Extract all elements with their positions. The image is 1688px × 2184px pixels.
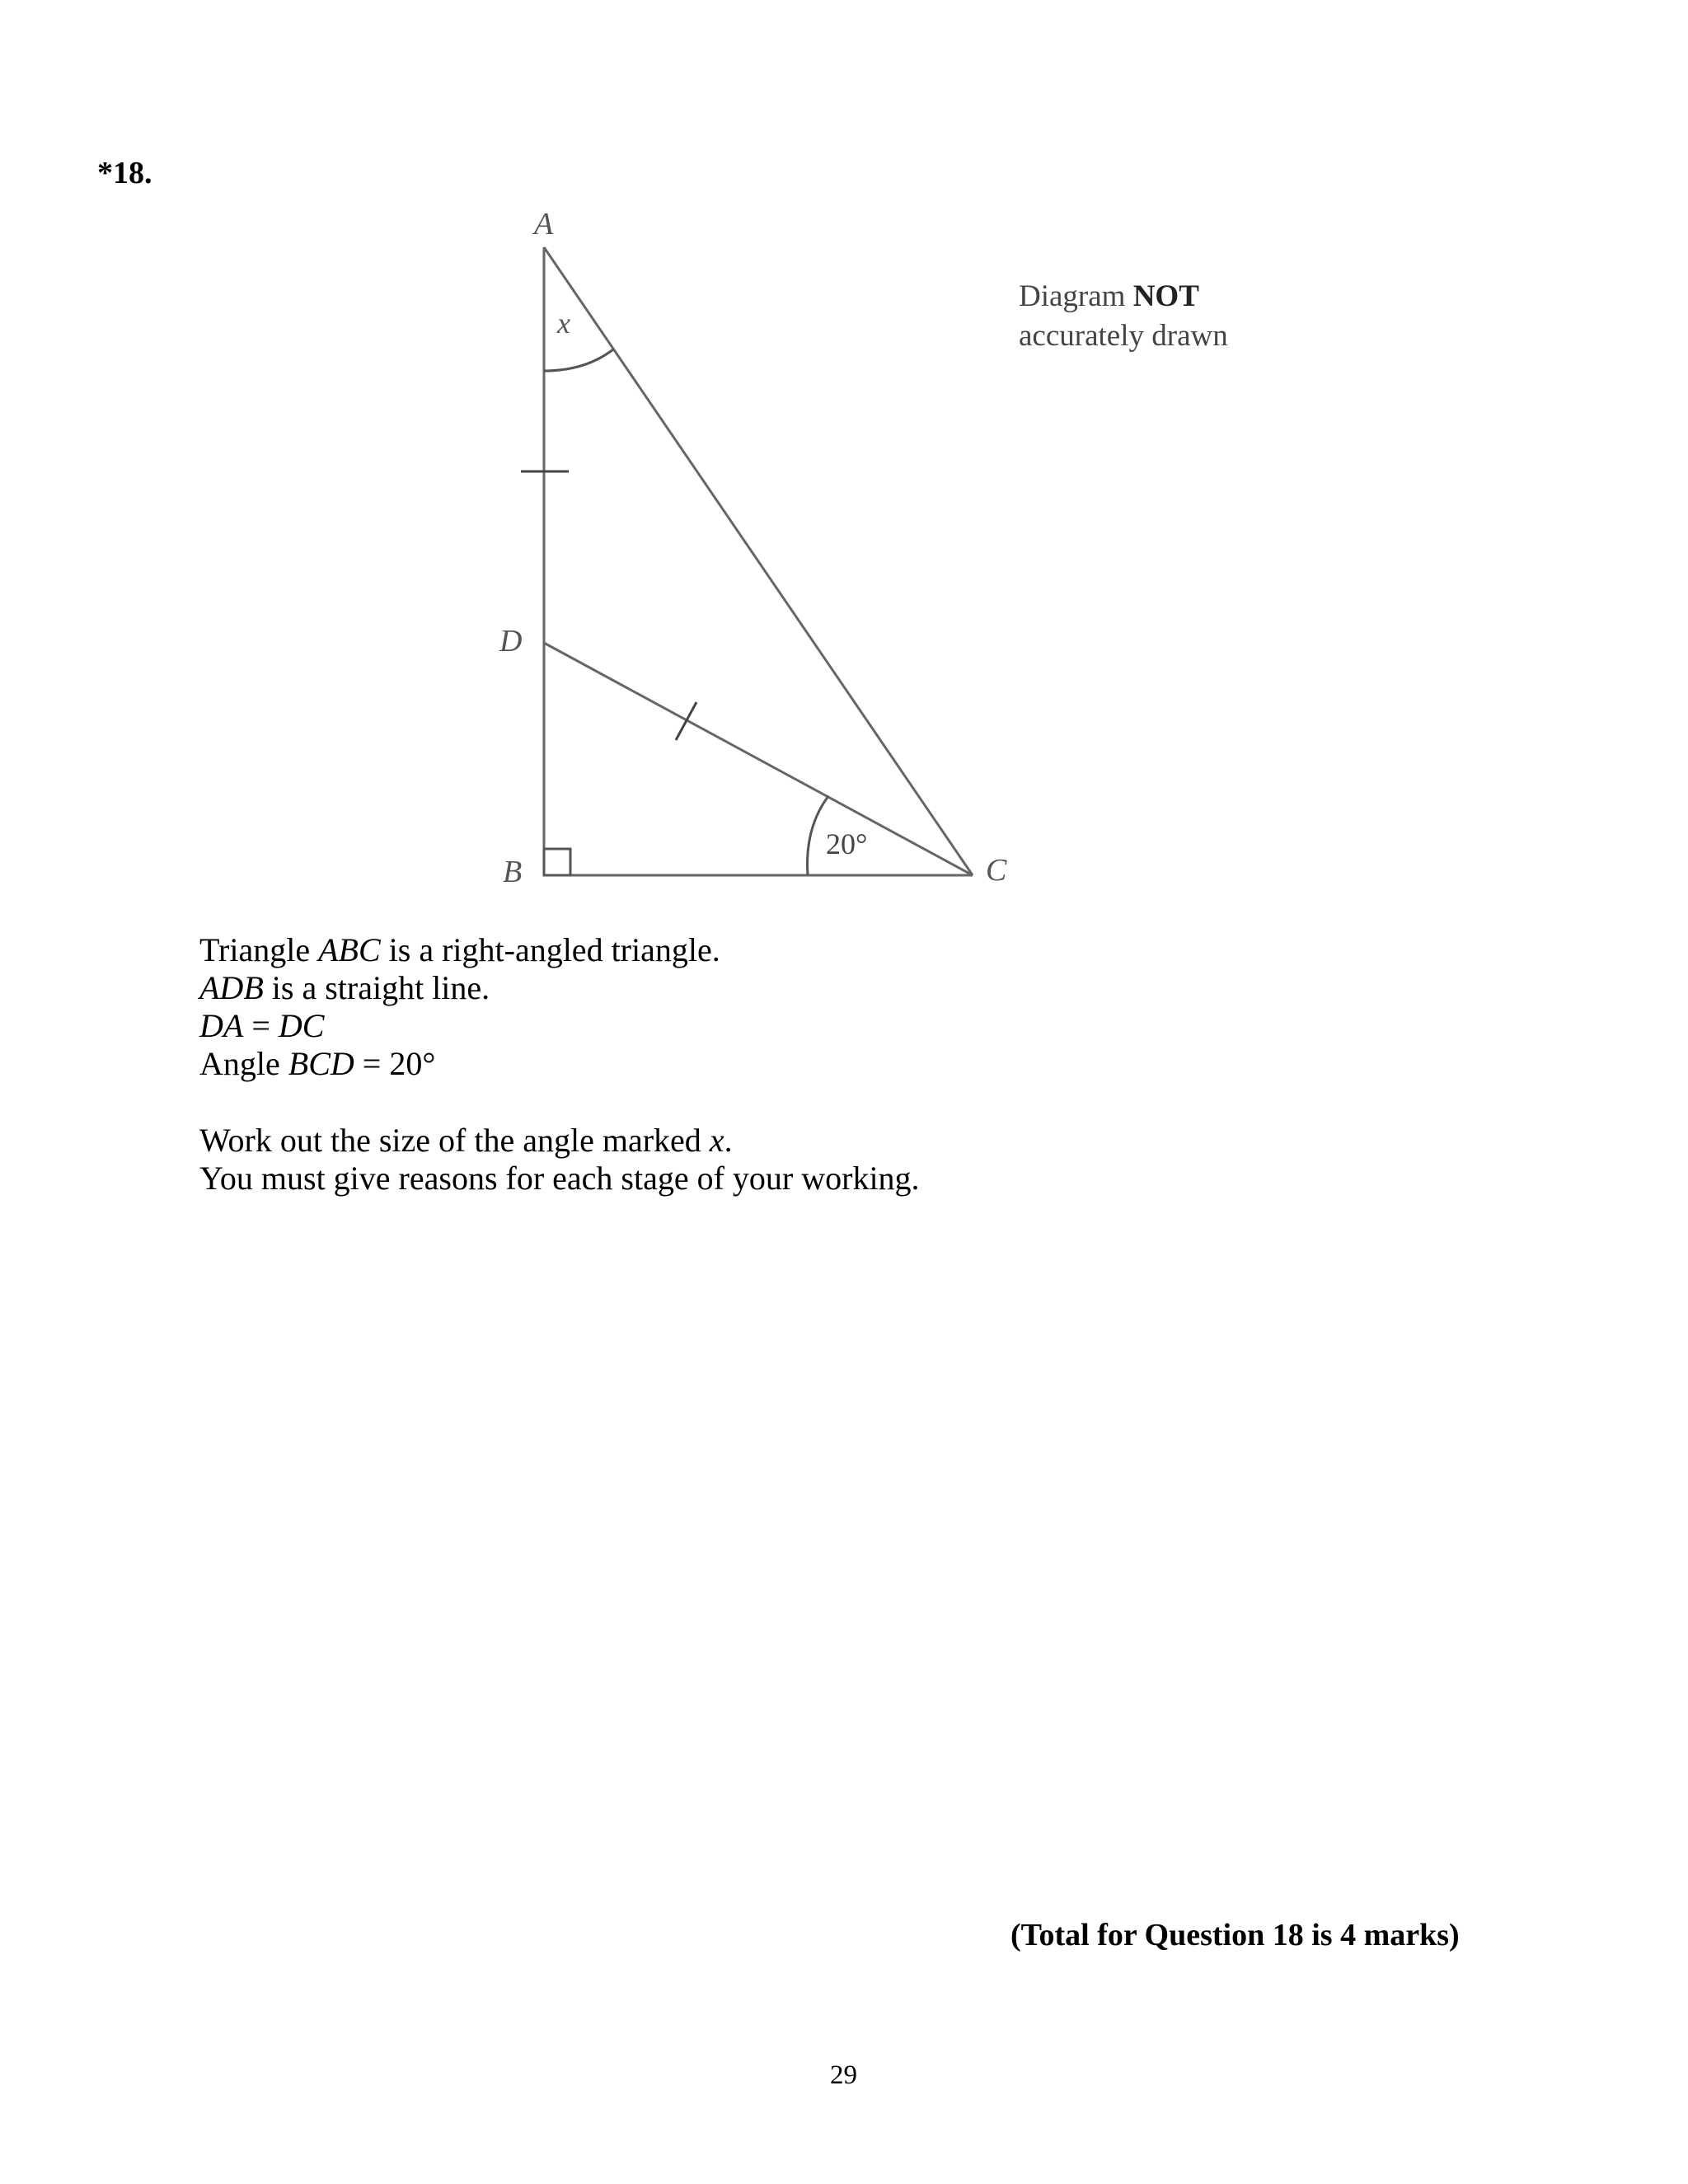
vertex-label-b: B [503,855,523,889]
statement-text: Angle [199,1045,288,1082]
instruction-var: x [709,1122,724,1159]
note-prefix: Diagram [1019,279,1133,313]
angle-bcd-label: 20° [826,827,868,860]
diagram-note-line1 [1019,277,1228,316]
statement-text: = 20° [354,1045,436,1082]
given-statements [199,931,720,1083]
diagram-note-line2: accurately drawn [1019,319,1228,353]
statement-italic: BCD [288,1045,354,1082]
instruction-1 [199,1122,920,1160]
diagram-note [1019,277,1228,356]
segment-dc [544,643,973,875]
statement-text: Triangle [199,931,319,968]
statement-text: is a right-angled triangle. [380,931,720,968]
statement-1 [199,931,720,969]
triangle-diagram [0,0,1688,907]
side-ac [544,247,973,875]
vertex-label-a: A [534,207,554,241]
statement-italic: ADB [199,969,264,1006]
statement-3 [199,1007,720,1045]
note-bold: NOT [1132,279,1199,313]
statement-4 [199,1045,720,1083]
statement-text: is a straight line. [263,969,490,1006]
instructions [199,1122,920,1197]
question-total: (Total for Question 18 is 4 marks) [1010,1918,1460,1952]
statement-italic: ABC [318,931,381,968]
statement-text: = [243,1007,279,1044]
instruction-2: You must give reasons for each stage of your working. [199,1160,920,1197]
page-number: 29 [830,2060,857,2090]
question-number: *18. [97,156,152,190]
vertex-label-d: D [499,624,523,658]
vertex-label-c: C [986,853,1007,888]
instruction-text: Work out the size of the angle marked [199,1122,710,1159]
instruction-text: . [724,1122,733,1159]
angle-arc-x [544,349,613,371]
angle-x-label: x [557,307,570,340]
statement-2 [199,969,720,1007]
right-angle-marker [544,849,570,875]
statement-italic: DC [278,1007,325,1044]
equal-tick-dc [676,702,696,740]
statement-italic: DA [199,1007,244,1044]
